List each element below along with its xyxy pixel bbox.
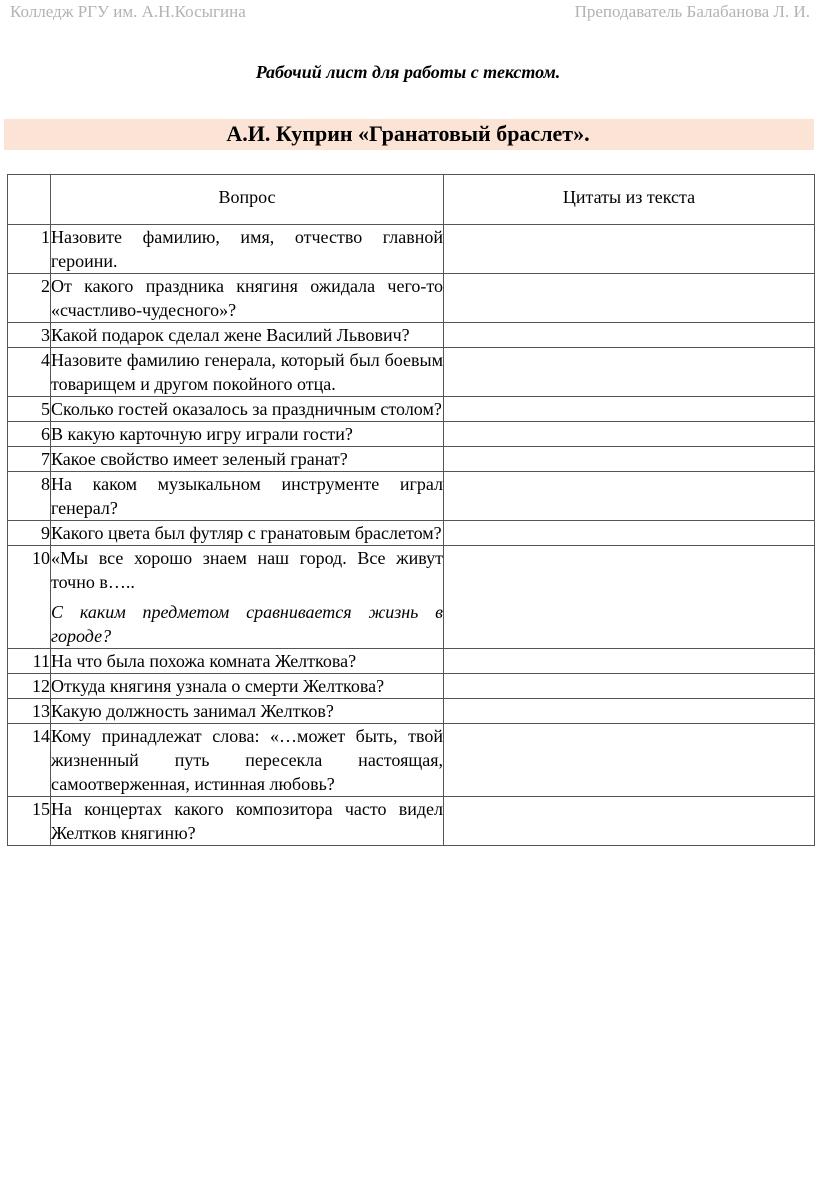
table-row [8,546,815,649]
quote-answer-cell[interactable] [444,724,815,797]
quote-answer-cell[interactable] [444,797,815,846]
question-number: 13 [8,699,51,724]
quote-answer-cell[interactable] [444,397,815,422]
quote-answer-cell[interactable] [444,546,815,649]
quote-answer-cell[interactable] [444,447,815,472]
table-row [8,348,815,397]
table-row [8,225,815,274]
question-text: Какой подарок сделал жене Василий Львович? [51,325,410,345]
quote-answer-cell[interactable] [444,674,815,699]
quote-answer-cell[interactable] [444,472,815,521]
table-row [8,323,815,348]
table-row [8,422,815,447]
table-row [8,797,815,846]
question-number: 7 [8,447,51,472]
question-cell [51,447,444,472]
question-text: Какого цвета был футляр с гранатовым браслетом? [51,523,442,543]
table-row [8,724,815,797]
question-note: С каким предметом сравнивается жизнь в городе? [51,602,443,646]
question-cell [51,348,444,397]
question-number: 15 [8,797,51,846]
quote-answer-cell[interactable] [444,225,815,274]
question-text: Какую должность занимал Желтков? [51,701,334,721]
question-text: На что была похожа комната Желткова? [51,651,357,671]
question-number: 10 [8,546,51,649]
header-college: Колледж РГУ им. А.Н.Косыгина [10,2,246,21]
quote-answer-cell[interactable] [444,699,815,724]
question-number: 6 [8,422,51,447]
question-number: 2 [8,274,51,323]
question-text: На каком музыкальном инструменте играл генерал? [51,474,443,518]
question-number: 5 [8,397,51,422]
page-header [0,0,816,24]
question-cell [51,724,444,797]
question-number: 12 [8,674,51,699]
question-cell [51,521,444,546]
table-row [8,674,815,699]
question-cell [51,699,444,724]
quote-answer-cell[interactable] [444,348,815,397]
question-cell [51,674,444,699]
table-row [8,397,815,422]
quote-answer-cell[interactable] [444,649,815,674]
table-row [8,699,815,724]
question-text: Сколько гостей оказалось за праздничным столом? [51,399,442,419]
question-cell [51,397,444,422]
column-header-number [8,175,51,225]
question-text: На концертах какого композитора часто видел Желтков княгиню? [51,799,443,843]
question-cell [51,797,444,846]
quote-answer-cell[interactable] [444,521,815,546]
question-text: Назовите фамилию, имя, отчество главной героини. [51,227,443,271]
worksheet-title: А.И. Куприн «Гранатовый браслет». [226,121,590,146]
table-row [8,274,815,323]
table-row [8,472,815,521]
question-cell [51,323,444,348]
question-cell [51,649,444,674]
question-number: 4 [8,348,51,397]
question-number: 11 [8,649,51,674]
quote-answer-cell[interactable] [444,274,815,323]
header-teacher: Преподаватель Балабанова Л. И. [574,2,810,21]
question-text: В какую карточную игру играли гости? [51,424,353,444]
table-row [8,649,815,674]
question-text: Какое свойство имеет зеленый гранат? [51,449,348,469]
column-header-quotes: Цитаты из текста [444,175,815,225]
table-row [8,447,815,472]
question-number: 14 [8,724,51,797]
quote-answer-cell[interactable] [444,422,815,447]
worksheet-subtitle: Рабочий лист для работы с текстом. [255,62,561,82]
question-table [7,174,815,846]
question-cell [51,274,444,323]
quote-answer-cell[interactable] [444,323,815,348]
question-number: 9 [8,521,51,546]
question-number: 1 [8,225,51,274]
question-text: Назовите фамилию генерала, который был боевым товарищем и другом покойного отца. [51,350,443,394]
question-number: 3 [8,323,51,348]
table-header-row [8,175,815,225]
table-row [8,521,815,546]
question-cell [51,546,444,649]
question-text: Кому принадлежат слова: «…может быть, твой жизненный путь пересекла настоящая, самоотверженная, истинная любовь? [51,726,443,794]
question-number: 8 [8,472,51,521]
question-text: От какого праздника княгиня ожидала чего-то «счастливо-чудесного»? [51,276,443,320]
question-cell [51,225,444,274]
question-cell [51,472,444,521]
column-header-question: Вопрос [51,175,444,225]
question-cell [51,422,444,447]
question-text: «Мы все хорошо знаем наш город. Все живут точно в….. [51,548,443,592]
question-text: Откуда княгиня узнала о смерти Желткова? [51,676,385,696]
